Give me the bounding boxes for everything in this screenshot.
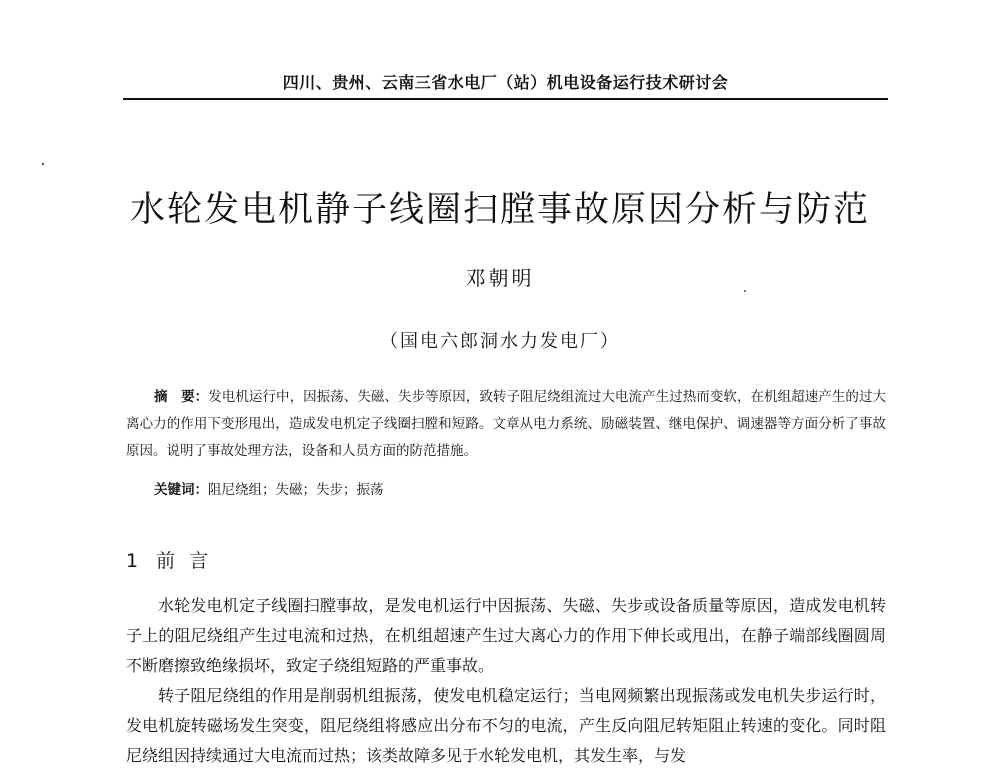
abstract-text: 发电机运行中，因振荡、失磁、失步等原因，致转子阻尼绕组流过大电流产生过热而变软，在机组超速产生的过大离心力的作用下变形甩出，造成发电机定子线圈扫膛和短路。文章从电力系统、励磁装置、继电保护、调速器等方面分析了事故原因。说明了事故处理方法，设备和人员方面的防范措施。 <box>126 389 887 459</box>
section-number: 1 <box>126 550 139 572</box>
header-rule <box>123 98 888 100</box>
author-name: 邓朝明 <box>465 266 535 290</box>
keywords-label: 关键词： <box>154 482 208 498</box>
paragraph: 水轮发电机定子线圈扫膛事故，是发电机运行中因振荡、失磁、失步或设备质量等原因，造成发电机转子上的阻尼绕组产生过电流和过热，在机组超速产生过大离心力的作用下伸长或甩出，在静子端部线圈圆周不断磨擦致绝缘损坏，致定子绕组短路的严重事故。 <box>126 596 886 675</box>
paragraph: 转子阻尼绕组的作用是削弱机组振荡，使发电机稳定运行；当电网频繁出现振荡或发电机失步运行时，发电机旋转磁场发生突变，阻尼绕组将感应出分布不匀的电流，产生反向阻尼转矩阻止转速的变化。同时阻尼绕组因持续通过大电流而过热；该类故障多见于水轮发电机，其发生率，与发 <box>126 686 886 765</box>
abstract <box>126 384 886 465</box>
author-affiliation: （国电六郎洞水力发电厂） <box>380 331 620 352</box>
body-text <box>126 591 886 771</box>
section-heading <box>126 546 526 573</box>
paper-title: 水轮发电机静子线圈扫膛事故原因分析与防范 <box>129 190 870 230</box>
section-title: 前言 <box>156 550 223 572</box>
scan-speck <box>42 163 44 165</box>
running-header: 四川、贵州、云南三省水电厂（站）机电设备运行技术研讨会 <box>282 73 729 92</box>
keywords-text: 阻尼绕组；失磁；失步；振荡 <box>208 482 384 498</box>
abstract-label: 摘 要： <box>154 389 209 405</box>
scan-speck <box>744 290 746 292</box>
keywords <box>154 478 874 502</box>
